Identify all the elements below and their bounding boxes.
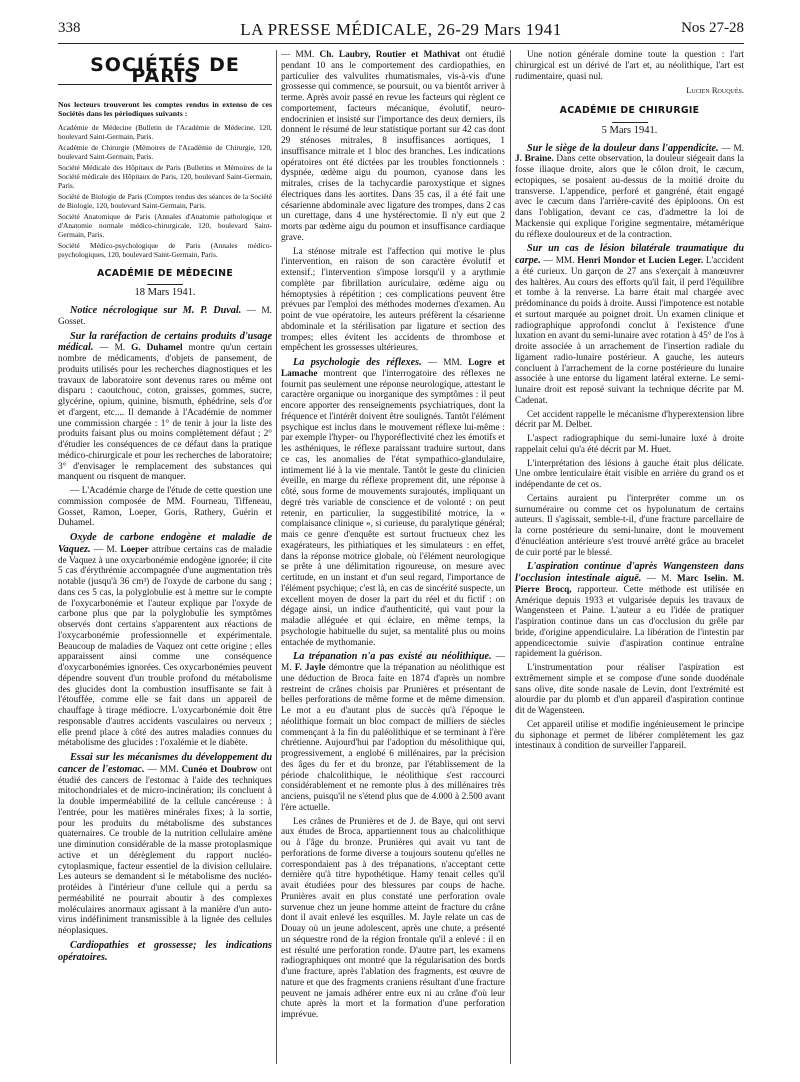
article-author: Marc Iselin. M. Pierre Brocq,: [515, 574, 744, 595]
article-dash: — M.: [641, 574, 678, 584]
article: [281, 651, 505, 813]
periodical-item: Société de Biologie de Paris (Comptes rendus des séances de la Société de Biologie, 120, boulevard Saint-Germain, Paris.: [58, 191, 272, 210]
issue-number: Nos 27-28: [681, 20, 744, 36]
article-title: Notice nécrologique sur M. P. Duval.: [70, 305, 242, 316]
column-divider: [510, 50, 511, 1064]
article-body: montrent que l'interrogatoire des réflexes ne fournit pas seulement une réponse neurologique, attestant le caractère organique ou inorganique des symptômes : il peut encore apporter des renseignements psychiatriques, dont la fréquence et l'intérêt doivent être soulignés. Tantôt l'élément psychique est inclus dans le mouvement réflexe lui-même : par exemple l'hyper- ou l'hyporéflectivité chez les émotifs et les asthéniques, le réflexe paraissant traduire surtout, dans ce cas, les anomalies de l'état sympathico-glandulaire, intimement lié à la vie mentale. Tantôt le geste du clinicien éveille, en marge du réflexe proprement dit, une réponse à côté, sous forme de mouvements surajoutés, impliquant un degré très variable de conscience et de volonté : on peut retenir, en particulier, la suggestibilité motrice, la « complaisance clinique », si curieuse, du paralytique général; mais ce genre d'enquête est surtout fructueux chez les exagérateurs, les pithiatiques et les simulateurs : en effet, dans la réponse motrice globale, où l'élément neurologique se prête à une délimitation rigoureuse, on mesure avec certitude, en un instant et d'un seul regard, l'importance de l'élément psychique; c'est là, en cas de sincérité suspecte, un excellent moyen de doser la part du réel et du fictif : on dégage ainsi, un indice d'authenticité, qui vaut pour la maladie alléguée et qui éclaire, en même temps, la psychologie habituelle du sujet, sa mentalité plus ou moins entachée de mythomanie.: [281, 368, 505, 648]
article-author: J. Braine.: [515, 154, 554, 165]
column-1: [58, 50, 272, 1064]
article-body: attribue certains cas de maladie de Vaquez à une oxycarbonémie endogène ignorée; il cite 5 cas d'érythrémie accompagnée d'une augmentation très notable (jusqu'à 36 cm³) de l'oxyde de carbone du sang ; dans ces 5 cas, la polyglobulie est à mettre sur le compte de l'oxycarbonémie et l'auteur explique par l'oxyde de carbone plus que par la polyglobulie les symptômes observés dont certains s'apparentent aux réactions de l'oxycarbonémie professionnelle et expérimentale. Beaucoup de maladies de Vaquez ont cette origine ; elles apparaissent ainsi comme une conséquence d'oxycarbonémies ignorées. Ces oxycarbonémies peuvent dépendre souvent d'un trouble profond du métabolisme des glucides dont la combustion insuffisante se fait à l'étouffée, comme elle se fait dans un appareil de chauffage à tirage médiocre. L'oxycarbonémie doit être responsable d'autres accidents vasculaires ou nerveux ; elle prend place à côté des autres maladies connues du métabolisme des glucides : l'oxalémie et le diabète.: [58, 544, 272, 749]
header-rule: [58, 43, 744, 44]
article-title: Sur un cas de lésion bilatérale traumatique du carpe.: [515, 243, 744, 266]
article-author: Loeper: [120, 544, 149, 555]
article-body: L'accident a été curieux. Un garçon de 27 ans s'exerçait à manœuvrer des haltères. Au cours des efforts qu'il fait, il perd l'équilibre et tombe à la renverse. La barre était mal chargée avec prédominance du poids à droite. Aussi l'impotence est notable et surtout marquée au poignet droit. Un examen clinique et radiographique approfondi conclut à l'existence d'une luxation en avant du semi-lunaire avec rotation à 45° de l'os à droite associée à un arrachement de l'insertion radiale du ligament radio-lunaire postérieur. A gauche, les auteurs concluent à l'arrachement de la corne postérieure du lunaire associée à une entorse du ligament latéral externe. Le semi-lunaire droit est reposé suivant la technique décrite par M. Cadenat.: [515, 256, 744, 406]
article-body: — M. Gosset.: [58, 306, 272, 327]
article-title: Sur le siège de la douleur dans l'appendicite.: [527, 142, 719, 154]
column-divider: [276, 50, 277, 1064]
periodical-item: Académie de Médecine (Bulletin de l'Académie de Médecine, 120, boulevard Saint-Germain, Paris.: [58, 122, 272, 141]
journal-title: LA PRESSE MÉDICALE, 26-29 Mars 1941: [240, 20, 562, 39]
article: [281, 357, 505, 648]
article: [515, 561, 744, 660]
article: [58, 305, 272, 328]
article-author: Ch. Laubry, Routier et Mathivat: [319, 50, 461, 60]
article-title: Sur la raréfaction de certains produits d'usage médical.: [58, 330, 272, 354]
periodical-item: Société Médico-psychologique de Paris (Annales médico-psychologiques, 120, boulevard Saint-Germain, Paris.: [58, 240, 272, 259]
article: [58, 752, 272, 937]
session-date: 5 Mars 1941.: [601, 124, 658, 136]
article-paragraph: La sténose mitrale est l'affection qui motive le plus l'intervention, en raison de son caractère évolutif et extensif.; l'intervention s'impose lorsqu'il y a arythmie complète par fibrillation auriculaire, œdème aigu ou hémoptysies à répétition ; ces complications peuvent être prévues par l'emploi des méthodes modernes d'examen. Au point de vue opératoire, les auteurs préfèrent la césarienne abdominale et la stérilisation par ligature et section des trompes; elles évitent les accidents de thrombose et empêchent les grossesses ultérieures.: [281, 246, 505, 354]
article-paragraph: L'aspect radiographique du semi-lunaire luxé à droite rappelait celui qu'a été décrit par M. Huet.: [515, 434, 744, 455]
article-author: Logre et Lamache: [281, 358, 505, 379]
article-paragraph: Les crânes de Prunières et de J. de Baye, qui ont servi aux études de Broca, appartiennent tous au chalcolithique ou à l'âge du bronze. Prunières qui avait vu tant de perforations de forme diverse a toujours soutenu qu'elles ne correspondaient pas à des trépanations, n'acceptant cette dernière qu'à titre hypothétique. Hamy tenait celles qu'il avait étudiées pour des blessures par coups de hache. Prunières avait en plus constaté une perforation ovale survenue chez un jeune homme atteint de fracture du crâne dont il avait enlevé les esquilles. M. Jayle relate un cas de Douay où un jeune adolescent, après une chute, a présenté un séquestre rond de la région frontale qu'il a enlevé : il en est résulté une perforation ronde. D'autre part, les examens radiographiques ont montré que la régularisation des bords d'une fracture, après l'ablation des fragments, est œuvre de nature et que des fragments craniens résultant d'une fracture peuvent ne jamais adhérer entre eux ni au crâne d'où leur chute après la mort et la formation d'une perforation imprévue.: [281, 816, 505, 1020]
column-2: [281, 50, 505, 1064]
article-dash: — MM.: [144, 764, 182, 775]
article: [58, 532, 272, 749]
article-dash: — M.: [90, 544, 121, 555]
article-title: Cardiopathies et grossesse; les indications opératoires.: [58, 939, 272, 963]
article-continued: [281, 50, 505, 244]
periodical-item: Société Médicale des Hôpitaux de Paris (Bulletins et Mémoires de la Société médicale des Hôpitaux de Paris, 120, boulevard Saint-Germain, Paris.: [58, 162, 272, 190]
article-title: Essai sur les mécanismes du développement du cancer de l'estomac.: [58, 752, 272, 775]
heading-rule: [147, 284, 183, 285]
periodicals-note: [58, 100, 272, 259]
article-paragraph: L'instrumentation pour réaliser l'aspiration est extrêmement simple et se compose d'une sonde duodénale sans olive, dite sonde nasale de Levin, dont l'extrémité est alourdie par du plomb et d'un appareil d'aspiration continue dit de Wagensteen.: [515, 663, 744, 716]
article-paragraph: Une notion générale domine toute la question : l'art chirurgical est un dérivé de l'art et, au néolithique, l'art est rudimentaire, quasi nul.: [515, 50, 744, 82]
page-number: 338: [58, 20, 81, 36]
article-dash: — MM.: [421, 358, 469, 368]
signature: Lucien Rouquès.: [686, 85, 744, 96]
column-3: [515, 50, 744, 1064]
article-dash: — MM.: [281, 50, 320, 60]
section-title-box: [58, 54, 272, 87]
article-paragraph: L'interprétation des lésions à gauche était plus délicate. Une ombre lenticulaire était visible en arrière du grand os et indépendante de cet os.: [515, 458, 744, 490]
session-date: 18 Mars 1941.: [134, 287, 196, 299]
running-header: [58, 20, 744, 42]
article-body: ont étudié pendant 10 ans le comportement des cardiopathies, en particulier des valvulites rhumatismales, vis-à-vis d'une grossesse qui commence, se poursuit, ou va bientôt arriver à terme. Après avoir passé en revue les facteurs qui règlent ce comportement, facteurs mécanique, évolutif, neuro-endocrinien et insisté sur l'importance des deux derniers, ils donnent le résumé de leur statistique portant sur 42 cas dont 29 sténoses mitrales, 8 insuffisances aortiques, 1 insuffisance mitrale et 1 bloc des branches. Les indications opératoires ont été dictées par les troubles fonctionnels : dyspnée, œdème aigu du poumon, cyanose dans les mitrales, crises de la tachycardie paroxystique et signes électriques dans les aortites. Dans 35 cas, il a été fait une césarienne abdominale avec ligature des trompes, dans 2 cas un curettage, dans 4 une hystérectomie. Il n'y eut que 2 morts par œdème aigu du poumon et insuffisance cardiaque grave.: [281, 50, 505, 243]
article-paragraph: Certains auraient pu l'interpréter comme un os surnuméraire ou comme cet os hypolunatum de certains auteurs. Il s'agissait, semble-t-il, d'une fracture parcellaire de la corne postérieure du semi-lunaire, dont le mouvement d'énucléation antérieure s'est trouvé arrêté grâce au bracelet de cuir porté par le blessé.: [515, 493, 744, 558]
periodical-item: Académie de Chirurgie (Mémoires de l'Académie de Chirurgie, 120, boulevard Saint-Germain, Paris.: [58, 142, 272, 161]
heading-rule: [612, 122, 648, 123]
article-paragraph: — L'Académie charge de l'étude de cette question une commission composée de MM. Fourneau, Tiffeneau, Gosset, Ramon, Loeper, Goris, Rathery, Guérin et Duhamel.: [58, 486, 272, 529]
article-body: rapporteur. Cette méthode est utilisée en Amérique depuis 1933 et vulgarisée depuis les travaux de Wangensteen et Paine. L'auteur a eu l'idée de pratiquer l'aspiration continue dans un cas d'occlusion du grêle par bride, d'origine appendiculaire. La libération de l'intestin par appendicectomie suivie d'aspiration continue entraîne rapidement la guérison.: [515, 584, 744, 660]
article: [58, 940, 272, 964]
article-dash: — MM.: [540, 256, 578, 266]
article-paragraph: Cet accident rappelle le mécanisme d'hyperextension libre décrit par M. Delbet.: [515, 409, 744, 431]
periodicals-lead: Nos lecteurs trouveront les comptes rendus in extenso de ces Sociétés dans les périodiques suivants :: [58, 99, 272, 118]
article-title: L'aspiration continue d'après Wangensteen dans l'occlusion intestinale aiguë.: [515, 561, 744, 584]
article-body: ont étudié des cancers de l'estomac à l'aide des techniques mitochondriales et de micro-incinération; ils concluent à la double imperméabilité de la cellule cancéreuse : à l'entrée, pour les matières minérales fixes; à la sortie, pour les produits du métabolisme des substances quaternaires. Ce trouble de la nutrition cellulaire amène une diminution considérable de la masse protoplasmique active et un dérèglement du rapport nucléo-cytoplasmique, facteur essentiel de la division cellulaire. Les auteurs se demandent si le métabolisme des nucléo-protéides à l'intérieur d'une cellule qui a perdu sa perméabilité ne pourrait aboutir à des complexes moléculaires anormaux agissant à la manière d'un auto-virus indéfiniment transmissible à la lignée des cellules néoplasiques.: [58, 764, 272, 936]
academy-heading: ACADÉMIE DE CHIRURGIE: [559, 105, 700, 116]
article: [515, 143, 744, 241]
article-body: démontre que la trépanation au néolithique est une déduction de Broca faite en 1874 d'après un nombre restreint de crânes choisis par Prunières et présentant de belles perforations de même forme et de même dimension. Le mot a eu d'autant plus de succès qu'à l'époque le néolithique formait un bloc compact de milliers de siècles commençant à la fin du paléolithique et se terminant à l'ère chrétienne. Aujourd'hui par l'adoption du mésolithique qui, progressivement, a englobé 6 millénaires, par la précision des âges du fer et du bronze, par l'établissement de la période chalcolithique, le néolithique s'est raccourci considérablement et ne remonte plus à des millénaires très anciens, puisqu'il ne s'étend plus que de 4.000 à 2.500 avant l'ère actuelle.: [281, 663, 505, 813]
article-author: F. Jayle: [294, 663, 326, 673]
article-author: Henri Mondor et Lucien Leger.: [577, 256, 704, 266]
article-dash: — M.: [281, 652, 505, 673]
article-author: G. Duhamel: [131, 343, 183, 354]
article-title: La psychologie des réflexes.: [293, 357, 422, 368]
article-paragraph: Cet appareil utilise et modifie ingénieusement le principe du siphonage et permet de libérer complètement les gaz intestinaux à condition de surveiller l'appareil.: [515, 719, 744, 752]
article-title: La trépanation n'a pas existé au néolithique.: [293, 651, 492, 663]
article-dash: — M.: [93, 343, 132, 354]
section-title: SOCIÉTÉS DE PARIS: [58, 60, 272, 85]
periodical-item: Société Anatomique de Paris (Annales d'Anatomie pathologique et d'Anatomie normale médico-chirurgicale, 120, boulevard Saint-Germain, Paris.: [58, 211, 272, 239]
article-body: montre qu'un certain nombre de médicaments, d'objets de pansement, de produits utilisés pour les recherches diagnostiques et les travaux de laboratoire sont devenus rares ou même ont disparu : caoutchouc, coton, graisses, gommes, sucre, glycérine, opium, quinine, bismuth, éphédrine, sels d'or et d'argent, etc.... Il demande à l'Académie de nommer une commission chargée : 1° de tenir à jour la liste des produits faisant plus ou moins complètement défaut ; 2° d'étudier les conséquences de ce défaut dans la pratique médico-chirurgicale et pour les recherches de laboratoire; 3° d'envisager le remplacement des substances qui manquent ou risquent de manquer.: [58, 343, 272, 483]
article-dash: — M.: [718, 143, 744, 154]
article-title: Oxyde de carbone endogène et maladie de Vaquez.: [58, 532, 272, 555]
article: [58, 331, 272, 484]
article: [515, 243, 744, 406]
article-author: Cunéo et Doubrow: [181, 764, 258, 775]
academy-heading: ACADÉMIE DE MÉDECINE: [96, 267, 234, 279]
article-body: Dans cette observation, la douleur siégeait dans la fosse iliaque droite, alors que le côlon droit, le cæcum, ectopiques, se posaient au-dessus de la moitié droite du transverse. L'appendice, perforé et gangréné, était engagé avec le cæcum dans l'arrière-cavité des épiploons. On est dans l'obligation, devant ce cas, d'admettre la loi de Mackensie qui explique l'origine segmentaire, métamérique du réflexe douloureux et de la contraction.: [515, 154, 744, 240]
